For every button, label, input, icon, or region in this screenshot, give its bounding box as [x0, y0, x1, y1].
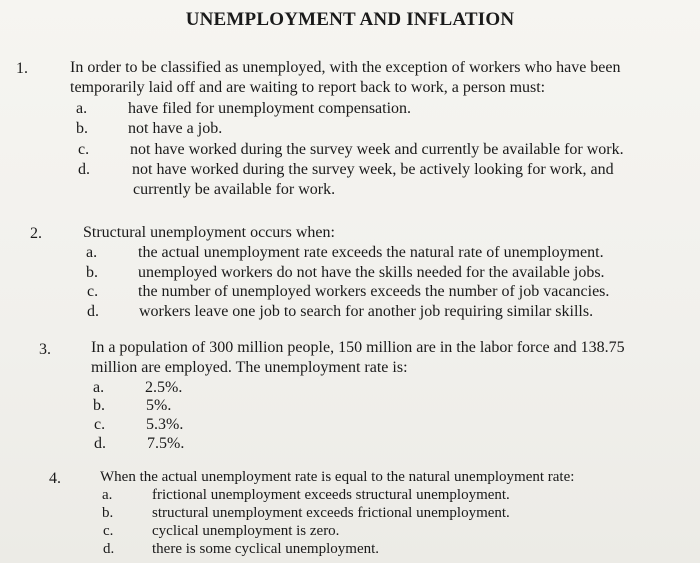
- question-2-stem: Structural unemployment occurs when:: [83, 224, 335, 241]
- question-1-number: 1.: [16, 60, 28, 77]
- question-4-stem: When the actual unemployment rate is equal to the natural unemployment rate:: [100, 469, 575, 485]
- question-4-number: 4.: [49, 470, 61, 487]
- question-2-number: 2.: [30, 225, 42, 242]
- page-title: UNEMPLOYMENT AND INFLATION: [185, 9, 515, 30]
- question-4: When the actual unemployment rate is equal to the natural unemployment rate: a. frictional unemployment exceeds structural unemployment. b. structural unemployment exceeds frictional unemployment. c. cyclical unemployment is zero. d. there is some cyclical unemployment.: [100, 469, 575, 557]
- question-3-stem: In a population of 300 million people, 150 million are in the labor force and 138.75 million are employed. The unemployment rate is:: [91, 339, 625, 376]
- question-3-number: 3.: [39, 341, 51, 358]
- question-3: In a population of 300 million people, 150 million are in the labor force and 138.75 million are employed. The unemployment rate is: a. 2.5%. b. 5%. c. 5.3%. d. 7.5%.: [91, 339, 625, 452]
- question-1-stem: In order to be classified as unemployed, with the exception of workers who have been temporarily laid off and are waiting to report back to work, a person must:: [70, 59, 621, 96]
- question-2: Structural unemployment occurs when: a. the actual unemployment rate exceeds the natural rate of unemployment. b. unemployed workers do not have the skills needed for the available jobs. c. the number of unemployed workers exceeds the number of job vacancies. d. workers leave one job to search for another job requiring similar skills.: [83, 224, 610, 320]
- question-1: In order to be classified as unemployed, with the exception of workers who have been temporarily laid off and are waiting to report back to work, a person must: a. have filed for unemployment compensation. b. not have a job. c. not have worked during the survey week and currently be available for work. d. not have worked during the survey week, be actively looking for work, and currently be available for work.: [70, 59, 624, 198]
